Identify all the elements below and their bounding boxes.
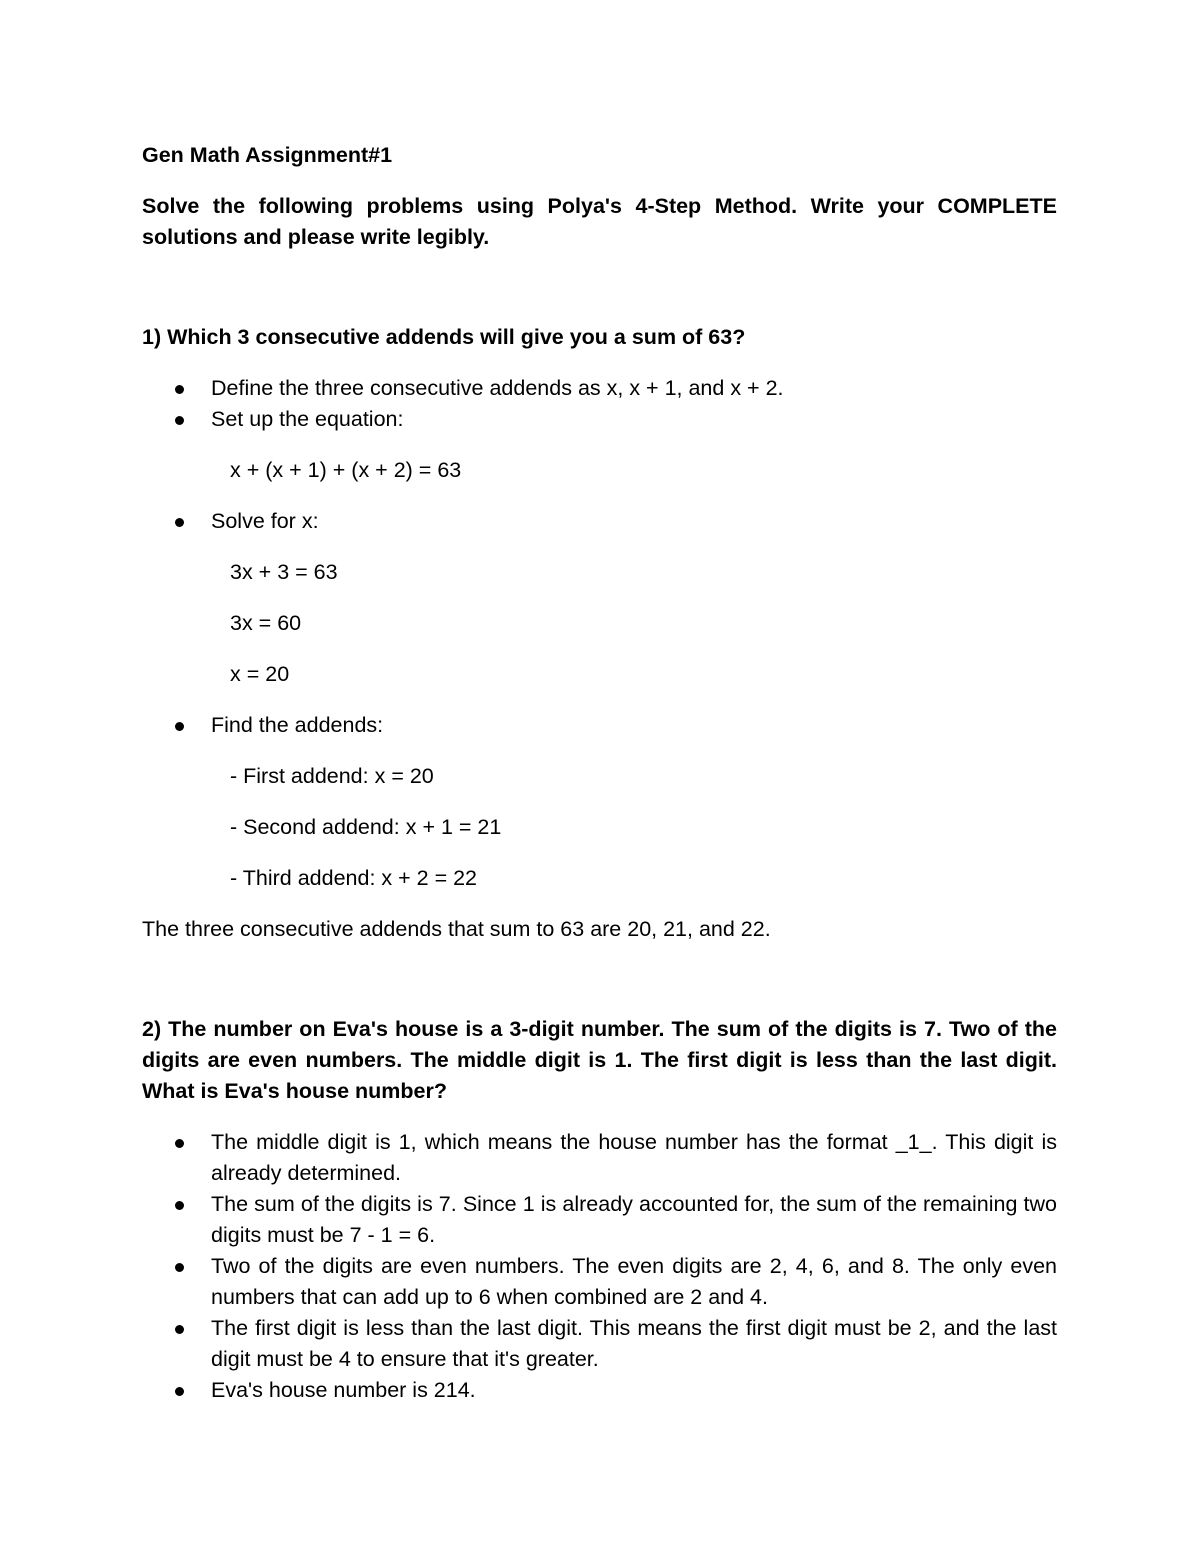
document-title: Gen Math Assignment#1 (142, 143, 393, 167)
problem-1-steps (142, 373, 1057, 435)
problem-1-steps-find (142, 710, 1057, 741)
solve-line: x = 20 (230, 662, 290, 686)
bullet-icon (175, 1263, 184, 1272)
step-text: Two of the digits are even numbers. The even digits are 2, 4, 6, and 8. The only even numbers that can add up to 6 when combined are 2 and 4. (211, 1254, 1057, 1309)
bullet-icon (175, 1201, 184, 1210)
bullet-icon (175, 1325, 184, 1334)
solve-line: 3x = 60 (230, 611, 302, 635)
problem-1-steps-solve (142, 506, 1057, 537)
list-item (142, 1189, 1057, 1251)
step-text: Eva's house number is 214. (211, 1378, 476, 1402)
list-item (142, 506, 1057, 537)
list-item (142, 373, 1057, 404)
list-item (142, 710, 1057, 741)
list-item (142, 1313, 1057, 1375)
addend-line: - First addend: x = 20 (230, 764, 434, 788)
equation-line: x + (x + 1) + (x + 2) = 63 (230, 458, 462, 482)
step-solve: Solve for x: (211, 509, 319, 533)
bullet-icon (175, 518, 184, 527)
list-item (142, 1251, 1057, 1313)
bullet-icon (175, 722, 184, 731)
step-find: Find the addends: (211, 713, 384, 737)
step-text: The first digit is less than the last digit. This means the first digit must be 2, and the last digit must be 4 to ensure that it's greater. (211, 1316, 1057, 1371)
document-page (142, 140, 1057, 1406)
step-text: The middle digit is 1, which means the house number has the format _1_. This digit is already determined. (211, 1130, 1057, 1185)
bullet-icon (175, 416, 184, 425)
step-define: Define the three consecutive addends as x, x + 1, and x + 2. (211, 376, 784, 400)
instructions: Solve the following problems using Polya's 4-Step Method. Write your COMPLETE solutions and please write legibly. (142, 194, 1057, 249)
list-item (142, 1375, 1057, 1406)
addend-line: - Second addend: x + 1 = 21 (230, 815, 502, 839)
problem-1-conclusion: The three consecutive addends that sum to 63 are 20, 21, and 22. (142, 917, 771, 941)
step-text: The sum of the digits is 7. Since 1 is already accounted for, the sum of the remaining two digits must be 7 - 1 = 6. (211, 1192, 1057, 1247)
list-item (142, 1127, 1057, 1189)
addend-line: - Third addend: x + 2 = 22 (230, 866, 478, 890)
bullet-icon (175, 385, 184, 394)
problem-2-question: 2) The number on Eva's house is a 3-digit number. The sum of the digits is 7. Two of the digits are even numbers. The middle digit is 1. The first digit is less than the last digit. What is Eva's house number? (142, 1017, 1057, 1103)
solve-line: 3x + 3 = 63 (230, 560, 338, 584)
bullet-icon (175, 1139, 184, 1148)
problem-2-steps (142, 1127, 1057, 1406)
bullet-icon (175, 1387, 184, 1396)
step-setup: Set up the equation: (211, 407, 404, 431)
list-item (142, 404, 1057, 435)
problem-1-question: 1) Which 3 consecutive addends will give you a sum of 63? (142, 325, 746, 349)
